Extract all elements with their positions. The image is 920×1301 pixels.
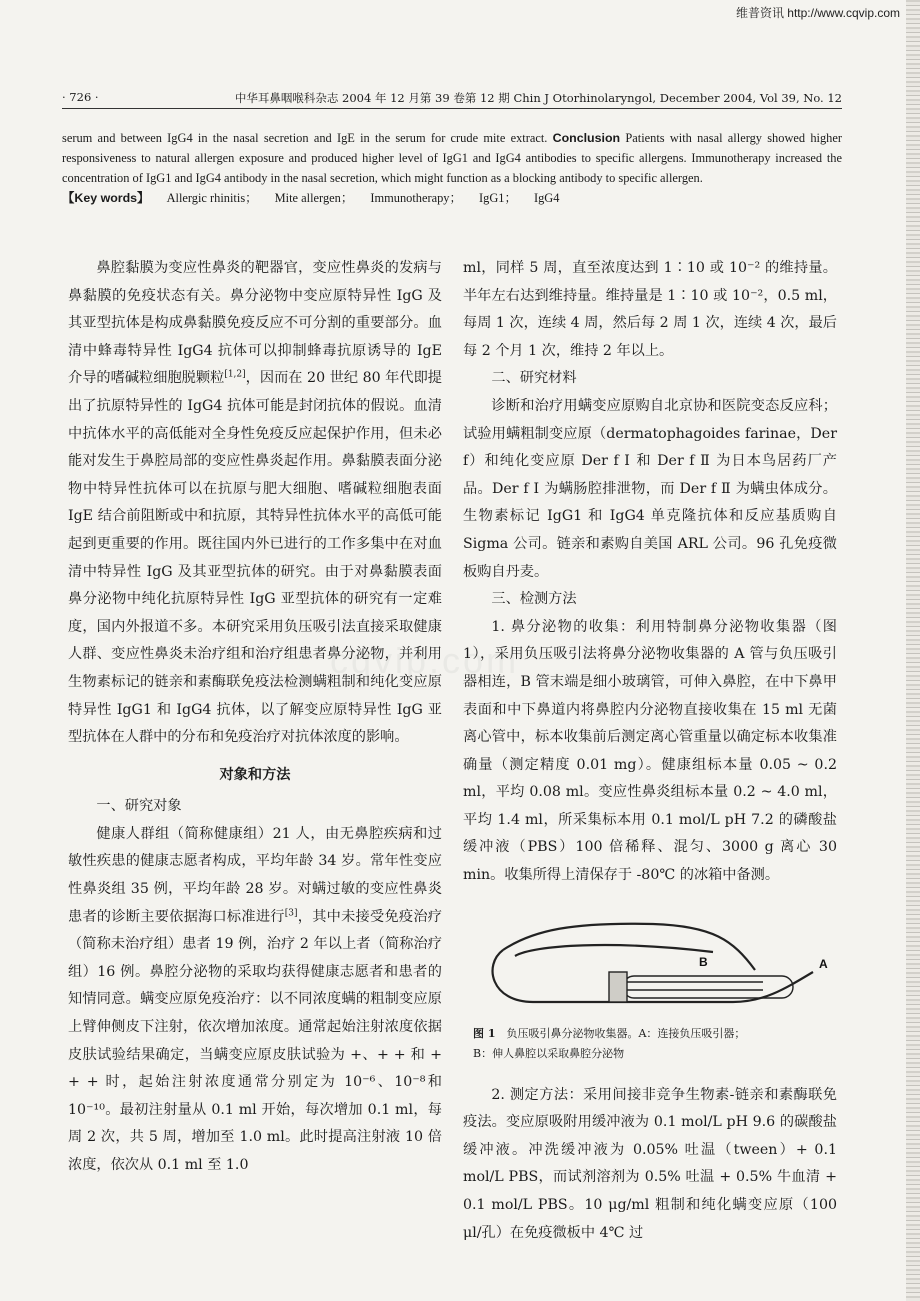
conclusion-label: Conclusion bbox=[552, 131, 621, 145]
keyword: IgG4 bbox=[533, 191, 560, 205]
continued-paragraph: ml，同样 5 周，直至浓度达到 1∶10 或 10⁻² 的维持量。半年左右达到维持量。维持量是 1∶10 或 10⁻²，0.5 ml，每周 1 次，连续 4 周，然后每 2 周 1 次，连续 4 次，最后每 2 个月 1 次，维持 2 年以上。 bbox=[463, 260, 837, 359]
abstract-body: Patients with nasal allergy showed higher responsiveness to natural allergen exposure and produced higher level of IgG1 and IgG4 antibodies to specific allergens. Immunotherapy increased the concentration of IgG1 and IgG4 antibody in the nasal secretion, which might function as a blocking antibody to specific allergen. bbox=[62, 131, 842, 185]
page-number: · 726 · bbox=[62, 90, 99, 104]
faint-watermark: cqvip.com bbox=[330, 640, 520, 681]
keywords bbox=[62, 188, 842, 208]
collector-drawing bbox=[463, 910, 837, 1018]
page-edge-scan bbox=[906, 0, 920, 1301]
abstract-line1: serum and between IgG4 in the nasal secretion and IgE in the serum for crude mite extract. bbox=[62, 131, 548, 145]
left-column bbox=[68, 255, 442, 1180]
section-title: 对象和方法 bbox=[219, 766, 291, 783]
subjects-paragraph: 健康人群组（简称健康组）21 人，由无鼻腔疾病和过敏性疾患的健康志愿者构成，平均年龄 34 岁。常年性变应性鼻炎组 35 例，平均年龄 28 岁。对螨过敏的变应性鼻炎患者的诊断主要依据海口标准进行[3]，其中未接受免疫治疗（简称未治疗组）患者 19 例，治疗 2 年以上者（简称治疗组）16 例。鼻腔分泌物的采取均获得健康志愿者和患者的知情同意。螨变应原免疫治疗：以不同浓度螨的粗制变应原上臂伸侧皮下注射，依次增加浓度。通常起始注射浓度依据皮肤试验结果确定，当螨变应原皮肤试验为 +、+ + 和 + + + 时，起始注射浓度通常分别定为 10⁻⁶、10⁻⁸和 10⁻¹⁰。最初注射量从 0.1 ml 开始，每次增加 0.1 ml，每周 2 次，共 5 周，增加至 1.0 ml。此时提高注射液 10 倍浓度，依次从 0.1 ml 至 1.0 bbox=[68, 825, 442, 1173]
figure-caption: 图 1 负压吸引鼻分泌物收集器。A：连接负压吸引器； B：伸人鼻腔以采取鼻腔分泌物 bbox=[473, 1026, 746, 1060]
tube-b bbox=[515, 945, 713, 956]
english-abstract bbox=[62, 128, 842, 208]
centrifuge-tube bbox=[623, 976, 793, 998]
site-watermark-text: 维普资讯 http://www.cqvip.com bbox=[735, 6, 900, 20]
tube-cap bbox=[609, 972, 627, 1002]
journal-citation: 中华耳鼻咽喉科杂志 2004 年 12 月第 39 卷第 12 期 Chin J Otorhinolaryngol, December 2004, Vol 39, No. 12 bbox=[234, 91, 842, 105]
figure-1-collector-diagram bbox=[463, 910, 837, 1018]
keyword: Allergic rhinitis； bbox=[166, 191, 258, 205]
outer-loop bbox=[503, 923, 755, 969]
fig-label-b: B bbox=[699, 954, 708, 969]
abstract-text bbox=[62, 128, 842, 188]
keyword: Mite allergen； bbox=[274, 191, 354, 205]
intro-paragraph: 鼻腔黏膜为变应性鼻炎的靶器官，变应性鼻炎的发病与鼻黏膜的免疫状态有关。鼻分泌物中变应原特异性 IgG 及其亚型抗体是构成鼻黏膜免疫反应不可分割的重要部分。血清中蜂毒特异性 IgG4 抗体可以抑制蜂毒抗原诱导的 IgE 介导的嗜碱粒细胞脱颗粒[1,2]，因而在 20 世纪 80 年代即提出了抗原特异性的 IgG4 抗体可能是封闭抗体的假说。血清中抗体水平的高低能对全身性免疫反应起保护作用，但未必能对发生于鼻腔局部的变应性鼻炎起作用。鼻黏膜表面分泌物中特异性抗体可以在抗原与肥大细胞、嗜碱粒细胞表面 IgE 结合前阻断或中和抗原，其特异性抗体水平的高低可能起到更重要的作用。既往国内外已进行的工作多集中在对血清中特异性 IgG 及其亚型抗体的研究。由于对鼻黏膜表面鼻分泌物中纯化抗原特异性 IgG 亚型抗体的研究有一定难度，国内外报道不多。本研究采用负压吸引法直接采取健康人群、变应性鼻炎未治疗组和治疗组患者鼻分泌物，并利用生物素标记的链亲和素酶联免疫法检测螨粗制和纯化变应原特异性 IgG1 和 IgG4 抗体，以了解变应原特异性 IgG 亚型抗体在人群中的分布和免疫治疗对抗体浓度的影响。 bbox=[68, 260, 442, 746]
citation-ref: [3] bbox=[284, 907, 298, 918]
materials-paragraph: 诊断和治疗用螨变应原购自北京协和医院变态反应科；试验用螨粗制变应原（dermatophagoides farinae，Der f）和纯化变应原 Der f Ⅰ 和 Der f Ⅱ 为日本鸟居药厂产品。Der f Ⅰ 为螨肠腔排泄物，而 Der f Ⅱ 为螨虫体成分。生物素标记 IgG1 和 IgG4 单克隆抗体和反应基质购自 Sigma 公司。链亲和素购自美国 ARL 公司。96 孔免疫微板购自丹麦。 bbox=[463, 397, 837, 580]
method-paragraph: 2. 测定方法：采用间接非竞争生物素-链亲和素酶联免疫法。变应原吸附用缓冲液为 0.1 mol/L pH 9.6 的碳酸盐缓冲液。冲洗缓冲液为 0.05% 吐温（tween）+ 0.1 mol/L PBS，而试剂溶剂为 0.5% 吐温 + 0.5% 牛血清 + 0.1 mol/L PBS。10 μg/ml 粗制和纯化螨变应原（100 μl/孔）在免疫微板中 4℃ 过 bbox=[463, 1086, 837, 1241]
subheading: 一、研究对象 bbox=[96, 798, 182, 815]
right-column bbox=[463, 255, 837, 1247]
running-header bbox=[62, 86, 842, 109]
citation-ref: [1,2] bbox=[224, 369, 246, 380]
subheading: 三、检测方法 bbox=[491, 591, 577, 608]
subheading: 二、研究材料 bbox=[491, 370, 577, 387]
collection-paragraph: 1. 鼻分泌物的收集：利用特制鼻分泌物收集器（图 1），采用负压吸引法将鼻分泌物收集器的 A 管与负压吸引器相连，B 管末端是细小玻璃管，可伸入鼻腔，在中下鼻甲表面和中下鼻道内将鼻腔内分泌物直接收集在 15 ml 无菌离心管中，标本收集前后测定离心管重量以确定标本收集准确量（测定精度 0.01 mg）。健康组标本量 0.05 ~ 0.2 ml，平均 0.08 ml。变应性鼻炎组标本量 0.2 ~ 4.0 ml，平均 1.4 ml，所采集标本用 0.1 mol/L pH 7.2 的磷酸盐缓冲液（PBS）100 倍稀释、混匀、3000 g 离心 30 min。收集所得上清保存于 -80℃ 的冰箱中备测。 bbox=[463, 618, 837, 884]
keywords-label: 【Key words】 bbox=[62, 191, 150, 205]
keyword: Immunotherapy； bbox=[370, 191, 462, 205]
keyword: IgG1； bbox=[479, 191, 517, 205]
fig-label-a: A bbox=[819, 956, 828, 971]
